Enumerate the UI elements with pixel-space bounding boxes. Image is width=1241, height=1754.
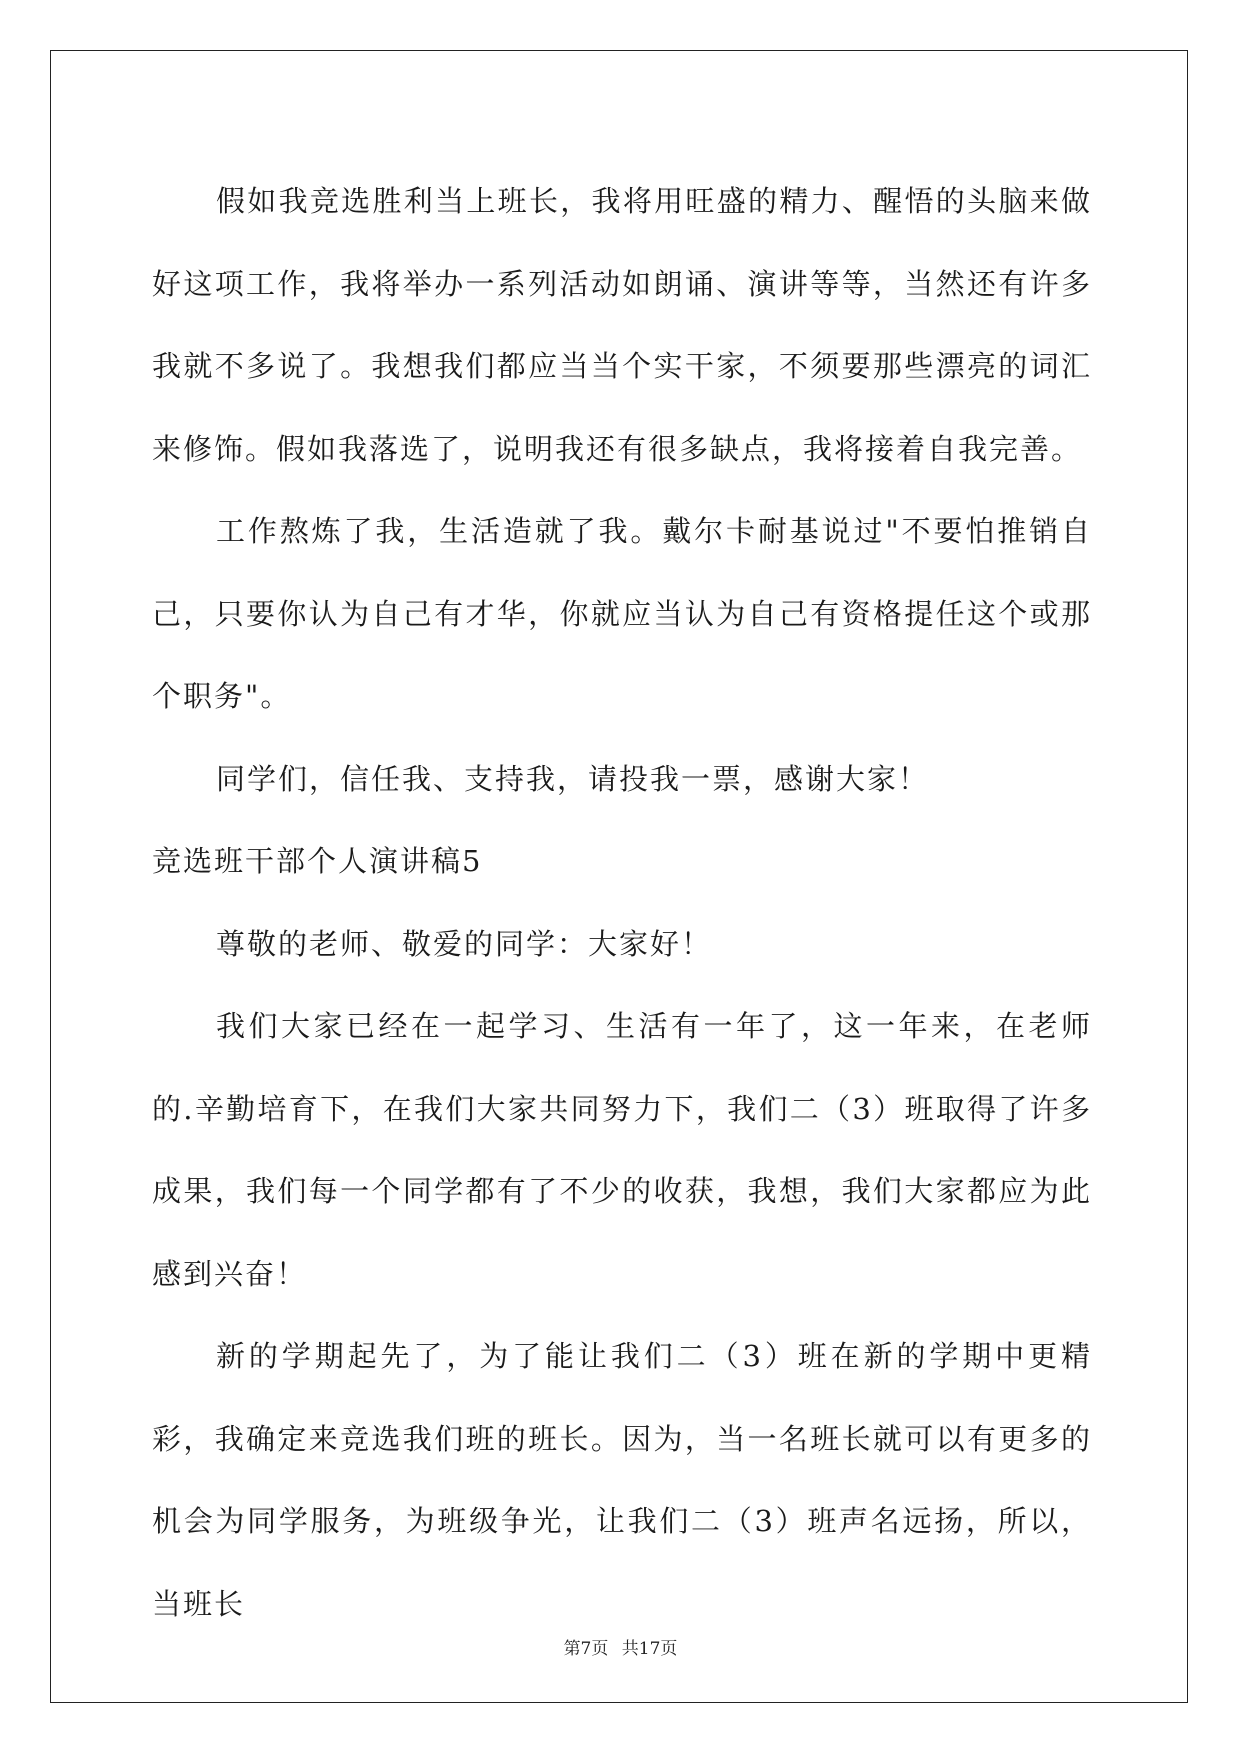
page-total: 共17页 [621, 1639, 678, 1659]
paragraph-new-semester: 新的学期起先了，为了能让我们二（3）班在新的学期中更精彩，我确定来竞选我们班的班长。因为，当一名班长就可以有更多的机会为同学服务，为班级争光，让我们二（3）班声名远扬，所以，当班长 [152, 1339, 1092, 1621]
page-number: 第7页 [563, 1639, 609, 1659]
section-heading: 竞选班干部个人演讲稿5 [152, 844, 483, 878]
paragraph-greeting: 尊敬的老师、敬爱的同学：大家好！ [216, 926, 713, 961]
paragraph-campaign-plan: 假如我竞选胜利当上班长，我将用旺盛的精力、醒悟的头脑来做好这项工作，我将举办一系列活动如朗诵、演讲等等，当然还有许多我就不多说了。我想我们都应当当个实干家，不须要那些漂亮的词汇来修饰。假如我落选了，说明我还有很多缺点，我将接着自我完善。 [152, 184, 1092, 466]
paragraph-closing-appeal: 同学们，信任我、支持我，请投我一票，感谢大家！ [216, 761, 930, 796]
page-footer [0, 1634, 1241, 1659]
document-body [152, 160, 1092, 1645]
paragraph-carnegie-quote: 工作熬炼了我，生活造就了我。戴尔卡耐基说过"不要怕推销自己，只要你认为自己有才华，你就应当认为自己有资格提任这个或那个职务"。 [152, 514, 1092, 713]
paragraph-class-achievements: 我们大家已经在一起学习、生活有一年了，这一年来，在老师的.辛勤培育下，在我们大家共同努力下，我们二（3）班取得了许多成果，我们每一个同学都有了不少的收获，我想，我们大家都应为此感到兴奋！ [152, 1009, 1092, 1291]
